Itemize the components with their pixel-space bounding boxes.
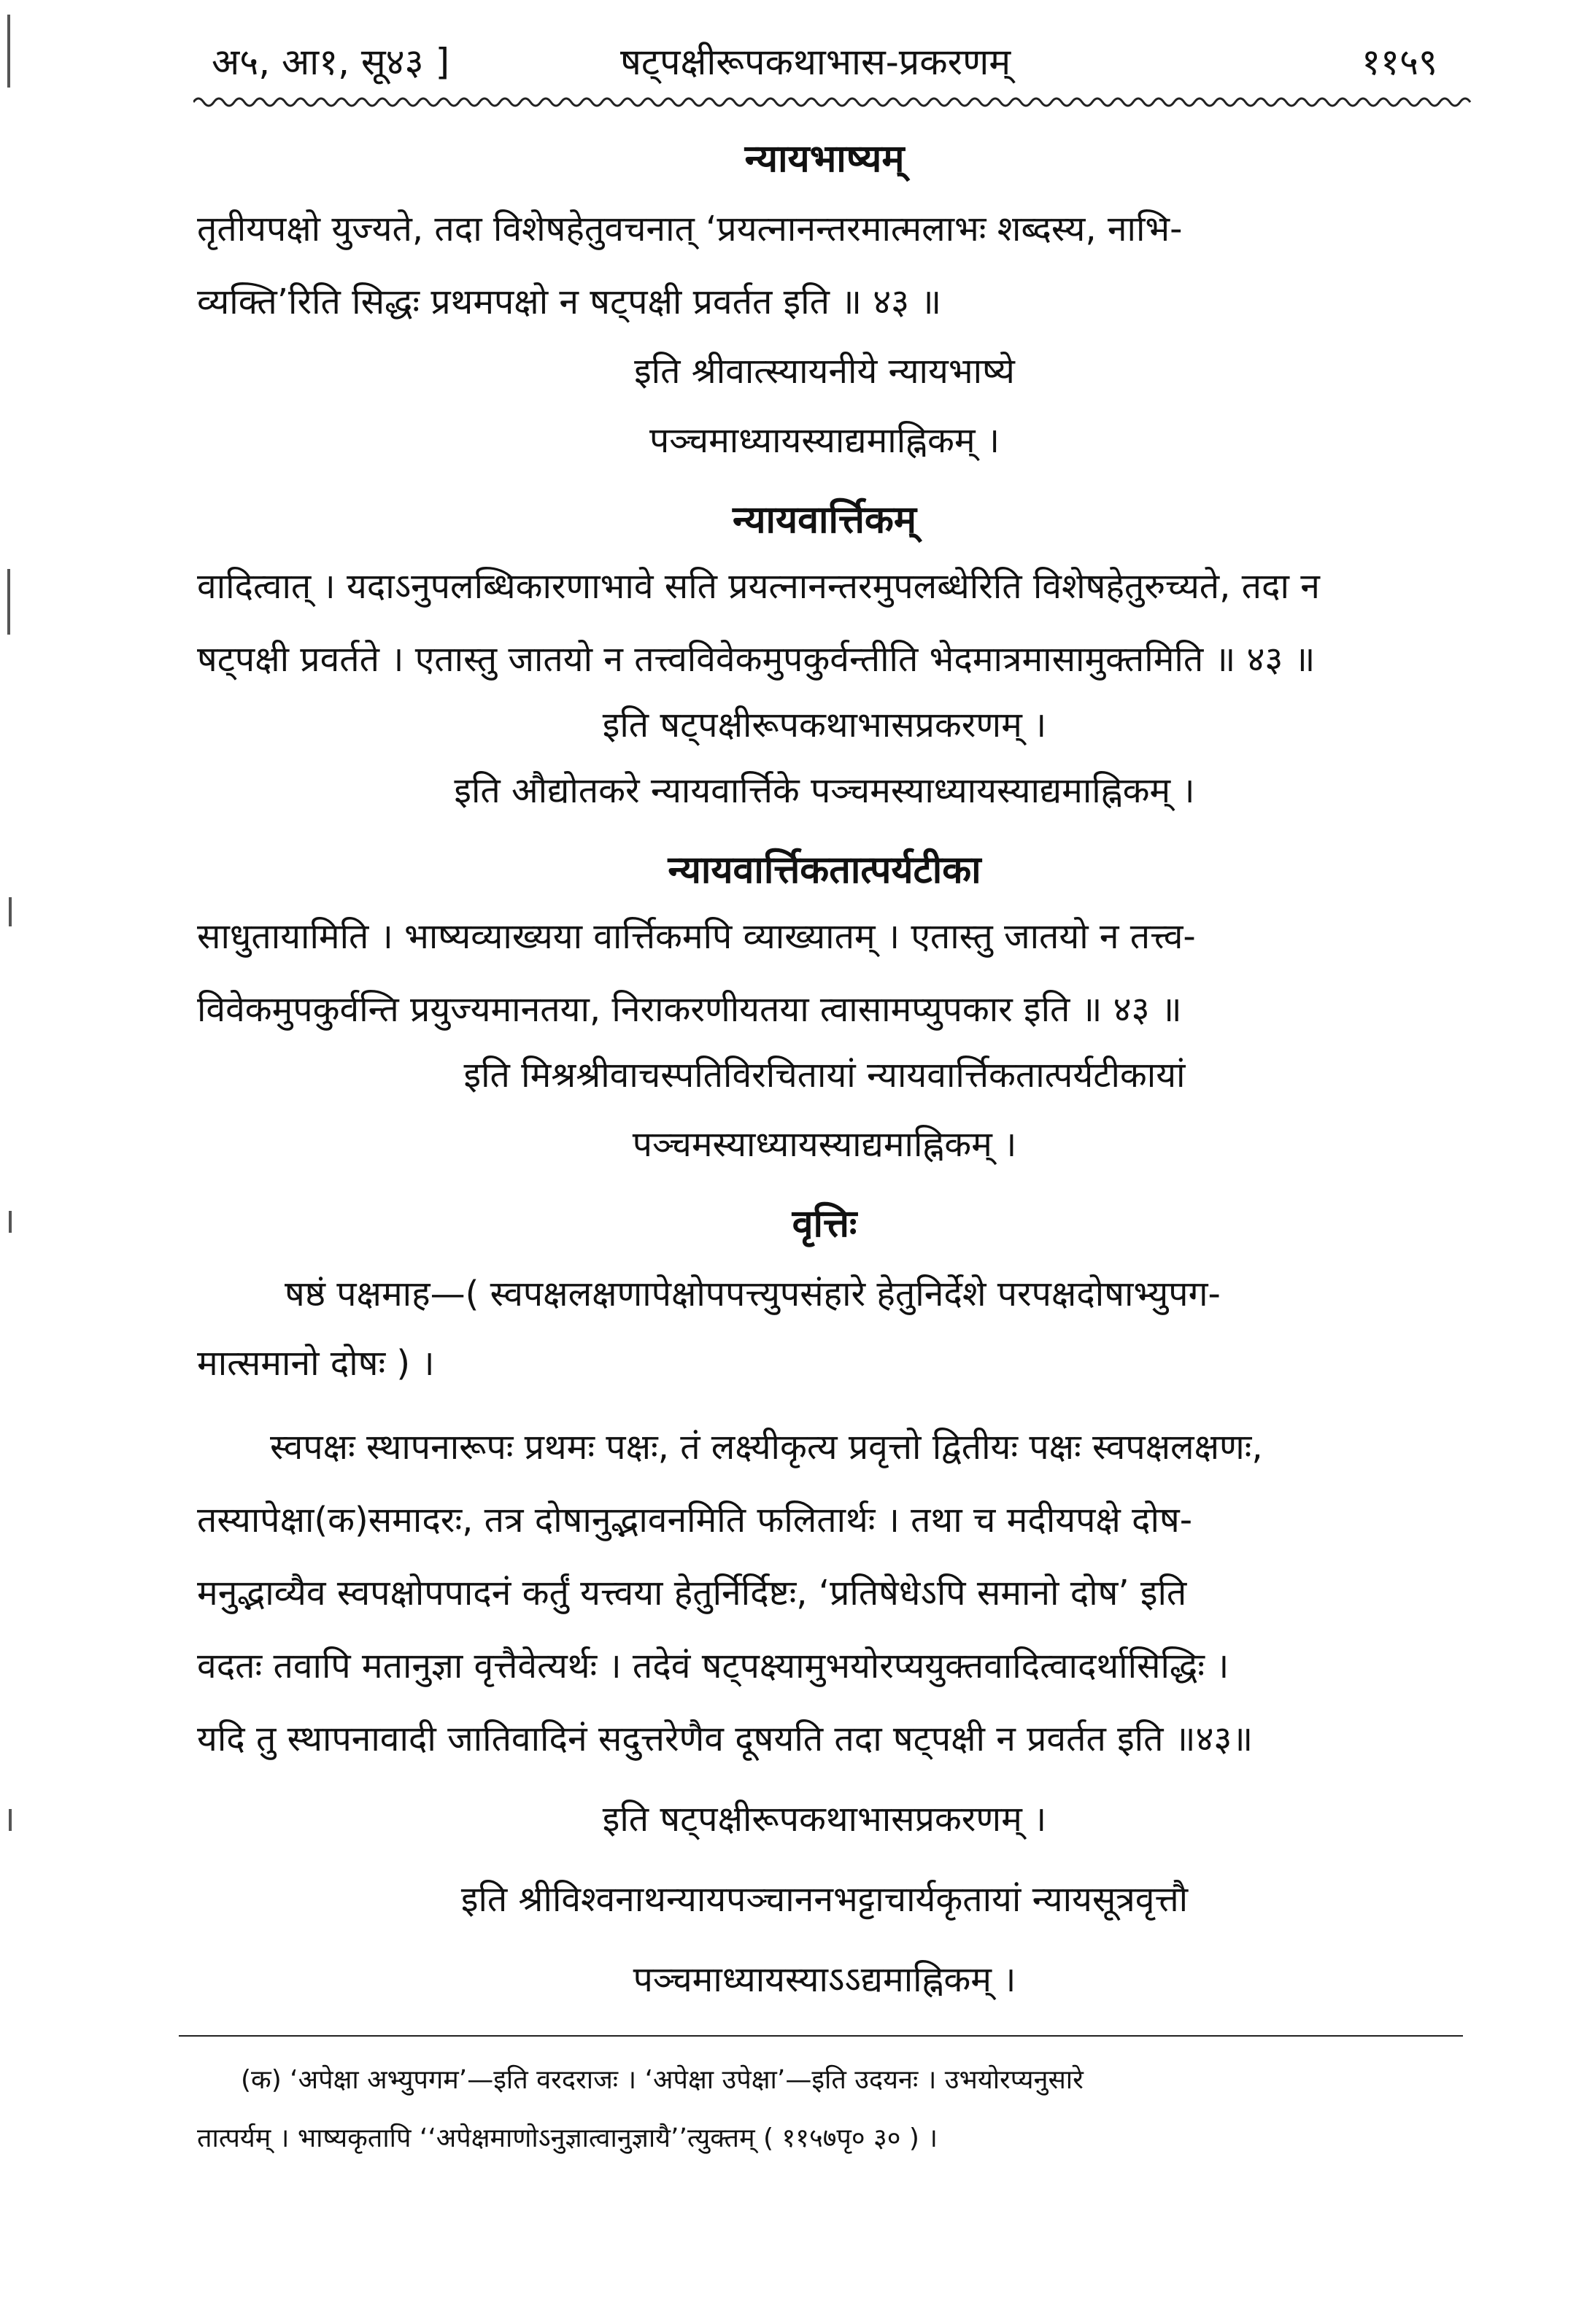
footnote-line: तात्पर्यम् । भाष्यकृतापि ‘‘अपेक्षमाणोऽनुज्ञात्वानुज्ञायै’’त्युक्तम् ( ११५७पृ० ३० ) । xyxy=(197,2123,938,2153)
colophon-line: इति श्रीवात्स्यायनीये न्यायभाष्ये xyxy=(634,351,1015,392)
text-line: षट्पक्षी प्रवर्तते । एतास्तु जातयो न तत्त्वविवेकमुपकुर्वन्तीति भेदमात्रमासामुक्तमिति ॥ ४३ ॥ xyxy=(197,639,1316,680)
scan-edge-mark xyxy=(9,1211,12,1233)
colophon-line: पञ्चमाध्यायस्याऽऽद्यमाह्निकम् । xyxy=(633,1959,1016,2000)
colophon-line: इति षट्पक्षीरूपकथाभासप्रकरणम् । xyxy=(602,705,1047,745)
section-heading-nyayabhashyam: न्यायभाष्यम् xyxy=(744,137,905,181)
text-line: मात्समानो दोषः ) । xyxy=(197,1343,435,1384)
header-title: षट्पक्षीरूपकथाभास-प्रकरणम् xyxy=(620,41,1011,83)
text-line: षष्ठं पक्षमाह—( स्वपक्षलक्षणापेक्षोपपत्त्युपसंहारे हेतुनिर्देशे परपक्षदोषाभ्युपग- xyxy=(285,1274,1221,1314)
colophon-line: इति श्रीविश्वनाथन्यायपञ्चाननभट्टाचार्यकृतायां न्यायसूत्रवृत्तौ xyxy=(460,1879,1189,1920)
footnote-rule xyxy=(179,2035,1463,2037)
text-line: व्यक्ति’रिति सिद्धः प्रथमपक्षो न षट्पक्षी प्रवर्तत इति ॥ ४३ ॥ xyxy=(197,282,942,322)
text-line: स्वपक्षः स्थापनारूपः प्रथमः पक्षः, तं लक्ष्यीकृत्य प्रवृत्तो द्वितीयः पक्षः स्वपक्षलक्षणः, xyxy=(270,1427,1263,1468)
scan-edge-mark xyxy=(9,1809,12,1831)
header-section-ref: अ५, आ१, सू४३ ] xyxy=(212,41,450,83)
footnote-line: (क) ‘अपेक्षा अभ्युपगम’—इति वरदराजः । ‘अपेक्षा उपेक्षा’—इति उदयनः । उभयोरप्यनुसारे xyxy=(241,2065,1084,2095)
text-line: तृतीयपक्षो युज्यते, तदा विशेषहेतुवचनात् ‘प्रयत्नानन्तरमात्मलाभः शब्दस्य, नाभि- xyxy=(197,209,1183,249)
header-wavy-rule xyxy=(193,93,1478,111)
section-heading-tatparyatika: न्यायवार्त्तिकतात्पर्यटीका xyxy=(668,848,981,892)
running-header xyxy=(197,22,1452,102)
text-line: वदतः तवापि मतानुज्ञा वृत्तैवेत्यर्थः । तदेवं षट्पक्ष्यामुभयोरप्ययुक्तवादित्वादर्थासिद्धिः । xyxy=(197,1646,1229,1686)
section-heading-nyayavarttikam: न्यायवार्त्तिकम् xyxy=(733,498,916,542)
page-number: ११५९ xyxy=(1362,41,1437,83)
scan-edge-mark xyxy=(9,897,12,926)
text-line: मनुद्भाव्यैव स्वपक्षोपपादनं कर्तुं यत्त्वया हेतुर्निर्दिष्टः, ‘प्रतिषेधेऽपि समानो दोष’ इति xyxy=(197,1573,1187,1614)
text-line: साधुतायामिति । भाष्यव्याख्यया वार्त्तिकमपि व्याख्यातम् । एतास्तु जातयो न तत्त्व- xyxy=(197,916,1196,957)
text-line: यदि तु स्थापनावादी जातिवादिनं सदुत्तरेणैव दूषयति तदा षट्पक्षी न प्रवर्तत इति ॥४३॥ xyxy=(197,1719,1254,1759)
text-line: तस्यापेक्षा(क)समादरः, तत्र दोषानुद्भावनमिति फलितार्थः । तथा च मदीयपक्षे दोष- xyxy=(197,1500,1193,1541)
scan-edge-mark xyxy=(7,15,10,88)
text-line: वादित्वात् । यदाऽनुपलब्धिकारणाभावे सति प्रयत्नानन्तरमुपलब्धेरिति विशेषहेतुरुच्यते, तदा न xyxy=(197,566,1320,607)
section-heading-vrittih: वृत्तिः xyxy=(792,1202,857,1246)
colophon-line: इति मिश्रश्रीवाचस्पतिविरचितायां न्यायवार्त्तिकतात्पर्यटीकायां xyxy=(463,1055,1186,1096)
colophon-line: पञ्चमस्याध्यायस्याद्यमाह्निकम् । xyxy=(632,1124,1017,1165)
colophon-line: इति षट्पक्षीरूपकथाभासप्रकरणम् । xyxy=(602,1799,1047,1840)
scan-edge-mark xyxy=(7,569,10,635)
colophon-line: पञ्चमाध्यायस्याद्यमाह्निकम् । xyxy=(649,420,1000,461)
text-line: विवेकमुपकुर्वन्ति प्रयुज्यमानतया, निराकरणीयतया त्वासामप्युपकार इति ॥ ४३ ॥ xyxy=(197,989,1182,1030)
colophon-line: इति औद्योतकरे न्यायवार्त्तिके पञ्चमस्याध्यायस्याद्यमाह्निकम् । xyxy=(454,770,1195,811)
